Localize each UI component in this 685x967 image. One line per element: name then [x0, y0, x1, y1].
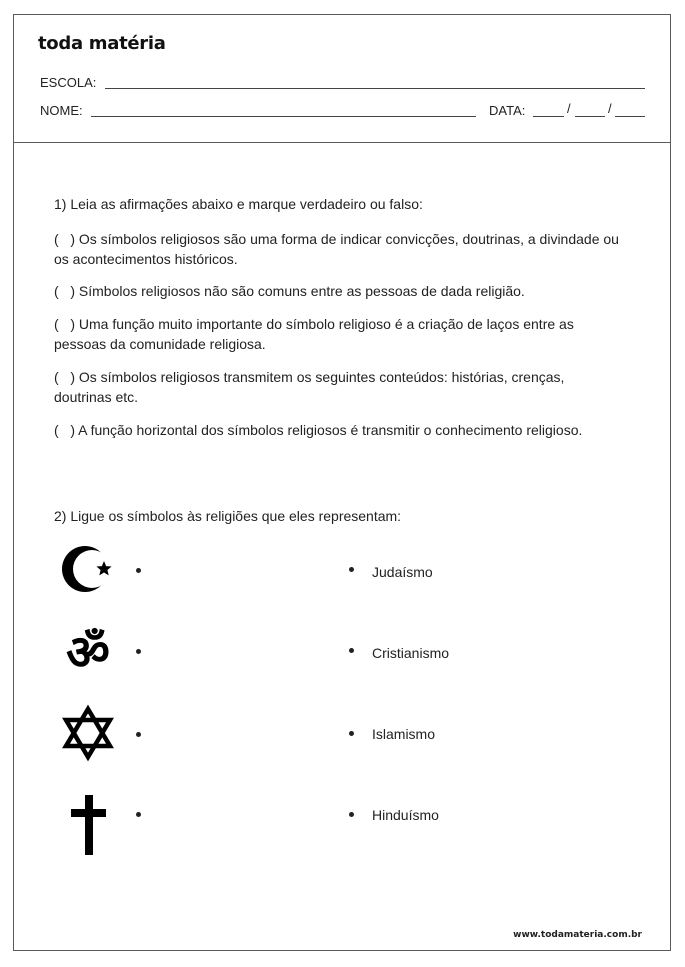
statement-text: A função horizontal dos símbolos religiosos é transmitir o conhecimento religioso. — [78, 422, 583, 438]
nome-field-line[interactable] — [91, 116, 476, 117]
question-2-title: 2) Ligue os símbolos às religiões que eles representam: — [54, 508, 402, 524]
cross-icon — [58, 793, 118, 853]
religion-connector-dot[interactable] — [349, 731, 354, 736]
data-label: DATA: — [489, 103, 526, 118]
religion-label: Hinduísmo — [372, 807, 439, 823]
true-false-checkbox[interactable]: ( ) — [54, 231, 75, 247]
true-false-checkbox[interactable]: ( ) — [54, 316, 75, 332]
true-false-checkbox[interactable]: ( ) — [54, 283, 75, 299]
worksheet — [13, 14, 671, 951]
statement-text: Os símbolos religiosos são uma forma de indicar convicções, doutrinas, a divindade ou os acontecimentos históricos. — [54, 231, 619, 267]
statement-4 — [54, 367, 619, 407]
religion-connector-dot[interactable] — [349, 648, 354, 653]
footer-url: www.todamateria.com.br — [513, 930, 642, 940]
header-divider — [14, 142, 670, 143]
date-separator: / — [608, 101, 612, 116]
date-year-line[interactable] — [615, 116, 645, 117]
symbol-connector-dot[interactable] — [136, 732, 141, 737]
statement-1 — [54, 229, 619, 269]
svg-text:ॐ: ॐ — [66, 625, 110, 680]
question-1-title: 1) Leia as afirmações abaixo e marque verdadeiro ou falso: — [54, 196, 423, 212]
religion-label: Islamismo — [372, 726, 436, 742]
logo: toda matéria — [38, 33, 166, 54]
star-of-david-icon — [58, 703, 118, 763]
religion-label: Cristianismo — [372, 645, 450, 661]
religion-label: Judaísmo — [372, 564, 433, 580]
religion-connector-dot[interactable] — [349, 567, 354, 572]
date-separator: / — [567, 101, 571, 116]
statement-3 — [54, 314, 619, 354]
escola-label: ESCOLA: — [40, 75, 97, 90]
statement-text: Símbolos religiosos não são comuns entre as pessoas de dada religião. — [78, 283, 525, 299]
symbol-connector-dot[interactable] — [136, 568, 141, 573]
date-month-line[interactable] — [575, 116, 605, 117]
statement-2 — [54, 281, 619, 301]
statement-5 — [54, 420, 619, 440]
date-day-line[interactable] — [533, 116, 564, 117]
statement-text: Uma função muito importante do símbolo religioso é a criação de laços entre as pessoas da comunidade religiosa. — [54, 316, 574, 352]
symbol-connector-dot[interactable] — [136, 649, 141, 654]
symbol-connector-dot[interactable] — [136, 812, 141, 817]
crescent-star-icon — [58, 539, 118, 599]
religion-connector-dot[interactable] — [349, 812, 354, 817]
true-false-checkbox[interactable]: ( ) — [54, 422, 75, 438]
true-false-checkbox[interactable]: ( ) — [54, 369, 75, 385]
om-icon — [58, 620, 118, 680]
escola-field-line[interactable] — [105, 88, 645, 89]
nome-label: NOME: — [40, 103, 83, 118]
statement-text: Os símbolos religiosos transmitem os seguintes conteúdos: histórias, crenças, doutrinas etc. — [54, 369, 565, 405]
